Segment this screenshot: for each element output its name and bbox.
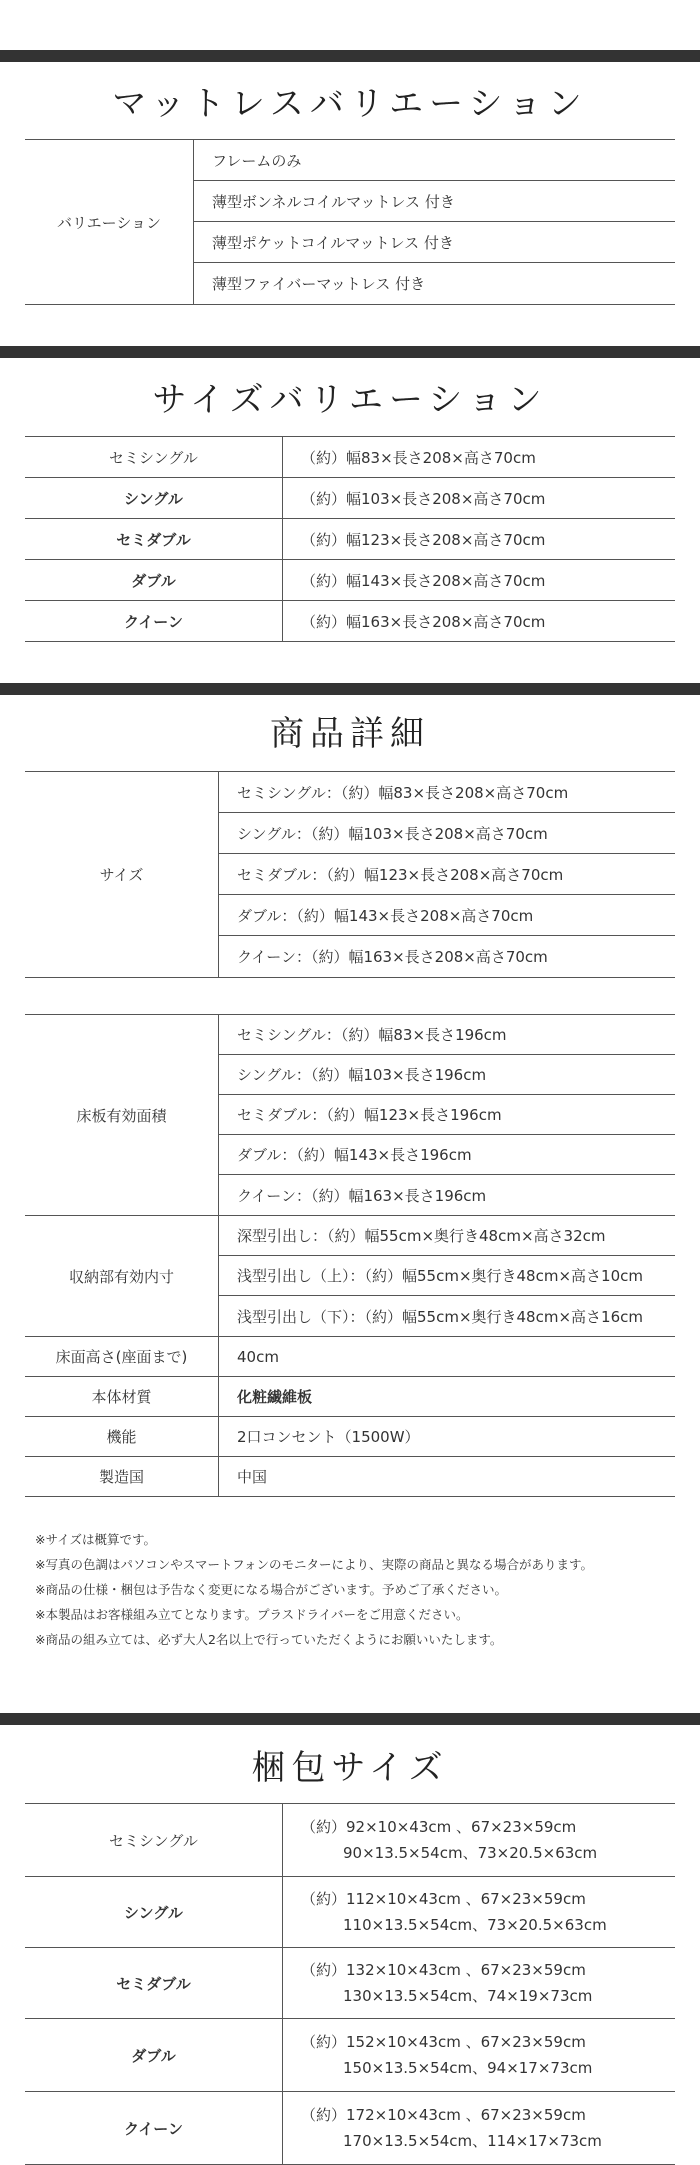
table-row xyxy=(25,519,675,560)
packing-name: セミシングル xyxy=(25,1804,283,1876)
function-label: 機能 xyxy=(25,1417,219,1456)
size-value: （約）幅143×長さ208×高さ70cm xyxy=(301,571,546,590)
size-value: （約）幅103×長さ208×高さ70cm xyxy=(301,489,546,508)
size-variation-table xyxy=(25,436,675,642)
mattress-variation-table xyxy=(25,139,675,305)
packing-size-table xyxy=(25,1803,675,2165)
size-value: （約）幅163×長さ208×高さ70cm xyxy=(301,612,546,631)
table-row xyxy=(25,437,675,478)
floor-area-values xyxy=(219,1015,675,1215)
list-item: 薄型ボンネルコイルマットレス 付き xyxy=(194,181,675,222)
size-value: （約）幅123×長さ208×高さ70cm xyxy=(301,530,546,549)
table-row xyxy=(25,1948,675,2019)
packing-name: セミダブル xyxy=(25,1948,283,2018)
floor-height-label: 床面高さ(座面まで) xyxy=(25,1337,219,1376)
packing-line-2: 170×13.5×54cm、114×17×73cm xyxy=(343,2132,602,2150)
packing-name: シングル xyxy=(25,1877,283,1947)
table-row xyxy=(25,478,675,519)
table-row xyxy=(25,1377,675,1417)
list-item: セミシングル：（約）幅83×長さ208×高さ70cm xyxy=(219,772,675,813)
table-row xyxy=(25,140,675,305)
packing-line-2: 110×13.5×54cm、73×20.5×63cm xyxy=(343,1916,607,1934)
table-row xyxy=(25,2092,675,2165)
list-item: フレームのみ xyxy=(194,140,675,181)
table-row xyxy=(25,772,675,978)
note-line: ※商品の仕様・梱包は予告なく変更になる場合がございます。予めご了承ください。 xyxy=(35,1582,507,1597)
packing-line-1: （約）172×10×43cm 、67×23×59cm xyxy=(301,2106,586,2124)
mattress-variation-title: マットレスバリエーション xyxy=(112,84,588,124)
section-divider-bar xyxy=(0,1713,700,1725)
packing-value xyxy=(283,1877,675,1947)
list-item: シングル：（約）幅103×長さ208×高さ70cm xyxy=(219,813,675,854)
size-name: セミシングル xyxy=(25,437,283,477)
list-item: セミダブル：（約）幅123×長さ208×高さ70cm xyxy=(219,854,675,895)
table-row xyxy=(25,1337,675,1377)
list-item: クイーン：（約）幅163×長さ208×高さ70cm xyxy=(237,948,548,966)
size-name: シングル xyxy=(25,478,283,518)
list-item: 薄型ファイバーマットレス 付き xyxy=(212,275,426,293)
origin-label: 製造国 xyxy=(25,1457,219,1496)
size-name: セミダブル xyxy=(25,519,283,559)
variation-label: バリエーション xyxy=(25,140,194,304)
origin-value: 中国 xyxy=(237,1468,268,1486)
list-item: 薄型ポケットコイルマットレス 付き xyxy=(194,222,675,263)
notes xyxy=(35,1527,675,1652)
storage-values xyxy=(219,1216,675,1336)
packing-line-1: （約）112×10×43cm 、67×23×59cm xyxy=(301,1890,586,1908)
section-divider-bar xyxy=(0,346,700,358)
list-item: ダブル：（約）幅143×長さ208×高さ70cm xyxy=(219,895,675,936)
function-value: 2口コンセント（1500W） xyxy=(237,1428,420,1446)
list-item: ダブル：（約）幅143×長さ196cm xyxy=(219,1135,675,1175)
size-label: サイズ xyxy=(25,772,219,977)
table-row xyxy=(25,1216,675,1337)
packing-line-2: 90×13.5×54cm、73×20.5×63cm xyxy=(343,1844,598,1862)
packing-line-2: 130×13.5×54cm、74×19×73cm xyxy=(343,1987,593,2005)
note-line: ※写真の色調はパソコンやスマートフォンのモニターにより、実際の商品と異なる場合があります。 xyxy=(35,1557,593,1572)
table-row xyxy=(25,601,675,642)
table-row xyxy=(25,1417,675,1457)
table-row xyxy=(25,1804,675,1877)
list-item: 深型引出し：（約）幅55cm×奥行き48cm×高さ32cm xyxy=(219,1216,675,1256)
details-spec-table xyxy=(25,1014,675,1497)
list-item: 浅型引出し（上）：（約）幅55cm×奥行き48cm×高さ10cm xyxy=(219,1256,675,1296)
packing-value xyxy=(283,2092,675,2164)
list-item: クイーン：（約）幅163×長さ196cm xyxy=(237,1186,487,1205)
table-row xyxy=(25,1015,675,1216)
packing-line-2: 150×13.5×54cm、94×17×73cm xyxy=(343,2059,593,2077)
product-details-title: 商品詳細 xyxy=(270,714,430,754)
material-label: 本体材質 xyxy=(25,1377,219,1416)
floor-height-value: 40cm xyxy=(237,1347,279,1366)
packing-value xyxy=(283,2019,675,2091)
storage-label: 収納部有効内寸 xyxy=(25,1216,219,1336)
floor-area-label: 床板有効面積 xyxy=(25,1015,219,1215)
size-values xyxy=(219,772,675,977)
size-value: （約）幅83×長さ208×高さ70cm xyxy=(301,448,536,467)
packing-line-1: （約）152×10×43cm 、67×23×59cm xyxy=(301,2033,586,2051)
note-line: ※本製品はお客様組み立てとなります。プラスドライバーをご用意ください。 xyxy=(35,1607,469,1622)
packing-name: クイーン xyxy=(25,2092,283,2164)
table-row xyxy=(25,2019,675,2092)
packing-size-title: 梱包サイズ xyxy=(251,1748,449,1788)
table-row xyxy=(25,1457,675,1497)
list-item: シングル：（約）幅103×長さ196cm xyxy=(219,1055,675,1095)
table-row xyxy=(25,560,675,601)
packing-value xyxy=(283,1948,675,2018)
note-line: ※商品の組み立ては、必ず大人2名以上で行っていただくようにお願いいたします。 xyxy=(35,1632,503,1647)
list-item: セミシングル：（約）幅83×長さ196cm xyxy=(219,1015,675,1055)
material-value: 化粧繊維板 xyxy=(237,1388,313,1406)
section-divider-bar xyxy=(0,50,700,62)
size-variation-title: サイズバリエーション xyxy=(152,380,548,420)
size-name: ダブル xyxy=(25,560,283,600)
list-item: セミダブル：（約）幅123×長さ196cm xyxy=(219,1095,675,1135)
packing-value xyxy=(283,1804,675,1876)
packing-name: ダブル xyxy=(25,2019,283,2091)
packing-line-1: （約）92×10×43cm 、67×23×59cm xyxy=(301,1818,577,1836)
note-line: ※サイズは概算です。 xyxy=(35,1532,156,1547)
table-row xyxy=(25,1877,675,1948)
list-item: 浅型引出し（下）：（約）幅55cm×奥行き48cm×高さ16cm xyxy=(237,1307,643,1326)
section-divider-bar xyxy=(0,683,700,695)
variation-values xyxy=(194,140,675,304)
packing-line-1: （約）132×10×43cm 、67×23×59cm xyxy=(301,1961,586,1979)
size-name: クイーン xyxy=(25,601,283,641)
details-size-table xyxy=(25,771,675,978)
